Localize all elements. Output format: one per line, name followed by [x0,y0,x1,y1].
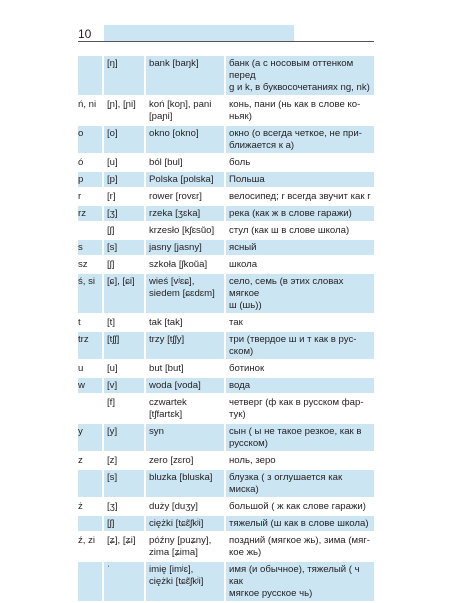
table-row [78,257,374,272]
ipa-cell: [ʒ] [104,206,144,221]
example-cell [146,223,224,238]
ipa-cell: [ʑ], [ʑi] [104,533,144,560]
table-row [78,56,374,95]
table-row [78,274,374,313]
letter-cell: ó [78,155,102,170]
example-cell [146,562,224,601]
table-row [78,453,374,468]
letter-cell: u [78,361,102,376]
example-cell-line: duży [duʒy] [149,501,198,512]
letter-cell: r [78,189,102,204]
ipa-cell: [ʃ] [104,223,144,238]
example-cell-line: but [but] [149,363,184,374]
note-cell [226,97,374,124]
example-cell-line: jasny [jasny] [149,242,202,253]
note-cell-line: имя (и обычное), тяжелый ( ч как [229,564,360,587]
table-row [78,223,374,238]
example-cell-line: okno [okno] [149,128,199,139]
ipa-cell: [u] [104,361,144,376]
ipa-cell: [y] [104,424,144,451]
letter-cell: w [78,378,102,393]
note-cell [226,155,374,170]
note-cell-line: тук) [229,409,246,420]
note-cell-line: четверг (ф как в русском фар- [229,397,364,408]
table-row [78,189,374,204]
note-cell-line: кое жь) [229,547,262,558]
ipa-cell: [p] [104,172,144,187]
note-cell-line: школа [229,259,258,270]
example-cell-line: rzeka [ʒɛka] [149,208,201,219]
pronunciation-table [78,56,374,603]
note-cell-line: большой ( ж как слове гаражи) [229,501,366,512]
table-row [78,395,374,422]
table-row [78,424,374,451]
table-row [78,315,374,330]
example-cell-line: koń [koɲ], pani [149,99,212,110]
note-cell [226,206,374,221]
letter-cell [78,562,102,601]
letter-cell: sz [78,257,102,272]
example-cell [146,499,224,514]
ipa-cell: [o] [104,126,144,153]
example-cell [146,126,224,153]
letter-cell [78,470,102,497]
example-cell-line: Polska [polska] [149,174,214,185]
ipa-cell: [ɕ], [ɕi] [104,274,144,313]
example-cell-line: krzesło [kʃɛsŭo] [149,225,215,236]
example-cell-line: zima [ʑima] [149,547,198,558]
ipa-cell: [u] [104,155,144,170]
letter-cell [78,56,102,95]
example-cell-line: ciężki [tɕɛ̃ʃkʲi] [149,576,204,587]
note-cell-line: окно (о всегда четкое, не при- [229,128,362,139]
note-cell [226,56,374,95]
table-row [78,126,374,153]
note-cell [226,516,374,531]
note-cell-line: три (твердое ш и т как в рус- [229,334,357,345]
table-row [78,516,374,531]
note-cell-line: мягкое русское чь) [229,588,313,599]
ipa-cell: ˈ [104,562,144,601]
letter-cell: ń, ni [78,97,102,124]
table-row [78,206,374,221]
ipa-cell: [ʒ] [104,499,144,514]
note-cell-line: боль [229,157,251,168]
note-cell [226,126,374,153]
example-cell [146,206,224,221]
example-cell [146,516,224,531]
note-cell [226,361,374,376]
example-cell-line: zero [zɛro] [149,455,194,466]
example-cell-line: wieś [vʲɛɕ], [149,276,195,287]
note-cell-line: ском) [229,346,254,357]
note-cell-line: Польша [229,174,265,185]
example-cell-line: woda [voda] [149,380,201,391]
letter-cell: o [78,126,102,153]
example-cell [146,378,224,393]
example-cell-line: czwartek [149,397,187,408]
note-cell-line: русском) [229,438,268,449]
letter-cell: rz [78,206,102,221]
ipa-cell: [s] [104,470,144,497]
note-cell-line: ньяк) [229,111,252,122]
note-cell [226,378,374,393]
ipa-cell: [ɲ], [ɲi] [104,97,144,124]
letter-cell: trz [78,332,102,359]
example-cell-line: ból [bul] [149,157,183,168]
table-row [78,533,374,560]
note-cell [226,470,374,497]
note-cell [226,453,374,468]
note-cell-line: ясный [229,242,257,253]
ipa-cell: [s] [104,240,144,255]
table-row [78,240,374,255]
example-cell-line: imię [imʲɛ], [149,564,194,575]
ipa-cell: [tʃʃ] [104,332,144,359]
example-cell-line: [tʃfartɛk] [149,409,183,420]
note-cell-line: ближается к а) [229,140,295,151]
note-cell [226,499,374,514]
note-cell [226,395,374,422]
note-cell-line: блузка ( з оглушается как миска) [229,472,343,495]
note-cell-line: поздний (мягкое жь), зима (мяг- [229,535,370,546]
example-cell [146,240,224,255]
note-cell-line: ботинок [229,363,265,374]
note-cell-line: велосипед; r всегда звучит как г [229,191,371,202]
example-cell-line: siedem [ɕɛdɛm] [149,288,215,299]
note-cell [226,257,374,272]
example-cell-line: szkoła [ʃkoŭa] [149,259,208,270]
example-cell [146,315,224,330]
note-cell-line: сын ( ы не такое резкое, как в [229,426,362,437]
letter-cell: z [78,453,102,468]
page-number: 10 [78,27,92,41]
table-row [78,562,374,601]
note-cell [226,223,374,238]
note-cell [226,424,374,451]
note-cell [226,315,374,330]
ipa-cell: [f] [104,395,144,422]
header-bar [104,25,294,42]
ipa-cell: [ʃ] [104,516,144,531]
example-cell-line: trzy [tʃʃy] [149,334,185,345]
example-cell [146,155,224,170]
ipa-cell: [t] [104,315,144,330]
table-row [78,378,374,393]
example-cell [146,56,224,95]
note-cell-line: банк (а с носовым оттенком перед [229,58,354,81]
ipa-cell: [z] [104,453,144,468]
letter-cell: ś, si [78,274,102,313]
example-cell-line: tak [tak] [149,317,183,328]
note-cell-line: тяжелый (ш как в слове школа) [229,518,369,529]
note-cell-line: так [229,317,243,328]
letter-cell [78,516,102,531]
example-cell [146,361,224,376]
example-cell-line: bluzka [bluska] [149,472,213,483]
note-cell [226,533,374,560]
letter-cell: s [78,240,102,255]
header-rule [78,41,374,42]
ipa-cell: [v] [104,378,144,393]
letter-cell [78,395,102,422]
example-cell [146,97,224,124]
table-row [78,499,374,514]
example-cell-line: ciężki [tɕɛ̃ʃkʲi] [149,518,204,529]
table-row [78,155,374,170]
note-cell-line: ноль, зеро [229,455,276,466]
note-cell-line: конь, пани (нь как в слове ко- [229,99,361,110]
ipa-cell: [ŋ] [104,56,144,95]
letter-cell: y [78,424,102,451]
note-cell [226,172,374,187]
letter-cell [78,223,102,238]
example-cell-line: [paɲi] [149,111,173,122]
example-cell-line: bank [baŋk] [149,58,199,69]
note-cell-line: стул (как ш в слове школа) [229,225,350,236]
letter-cell: p [78,172,102,187]
letter-cell: t [78,315,102,330]
example-cell [146,189,224,204]
letter-cell: ż [78,499,102,514]
example-cell [146,453,224,468]
example-cell-line: późny [puʑny], [149,535,212,546]
note-cell-line: ш (шь)) [229,300,262,311]
ipa-cell: [r] [104,189,144,204]
note-cell-line: вода [229,380,251,391]
example-cell-line: rower [rovɛr] [149,191,202,202]
example-cell [146,424,224,451]
example-cell [146,470,224,497]
table-row [78,470,374,497]
example-cell [146,395,224,422]
letter-cell: ź, zi [78,533,102,560]
table-row [78,361,374,376]
ipa-cell: [ʃ] [104,257,144,272]
example-cell [146,533,224,560]
note-cell-line: река (как ж в слове гаражи) [229,208,352,219]
note-cell [226,274,374,313]
example-cell [146,172,224,187]
example-cell-line: syn [149,426,164,437]
example-cell [146,274,224,313]
table-row [78,332,374,359]
table-row [78,97,374,124]
note-cell [226,332,374,359]
note-cell [226,562,374,601]
note-cell-line: g и k, в буквосочетаниях ng, nk) [229,82,370,93]
note-cell-line: село, семь (в этих словах мягкое [229,276,344,299]
example-cell [146,257,224,272]
example-cell [146,332,224,359]
table-row [78,172,374,187]
note-cell [226,189,374,204]
note-cell [226,240,374,255]
